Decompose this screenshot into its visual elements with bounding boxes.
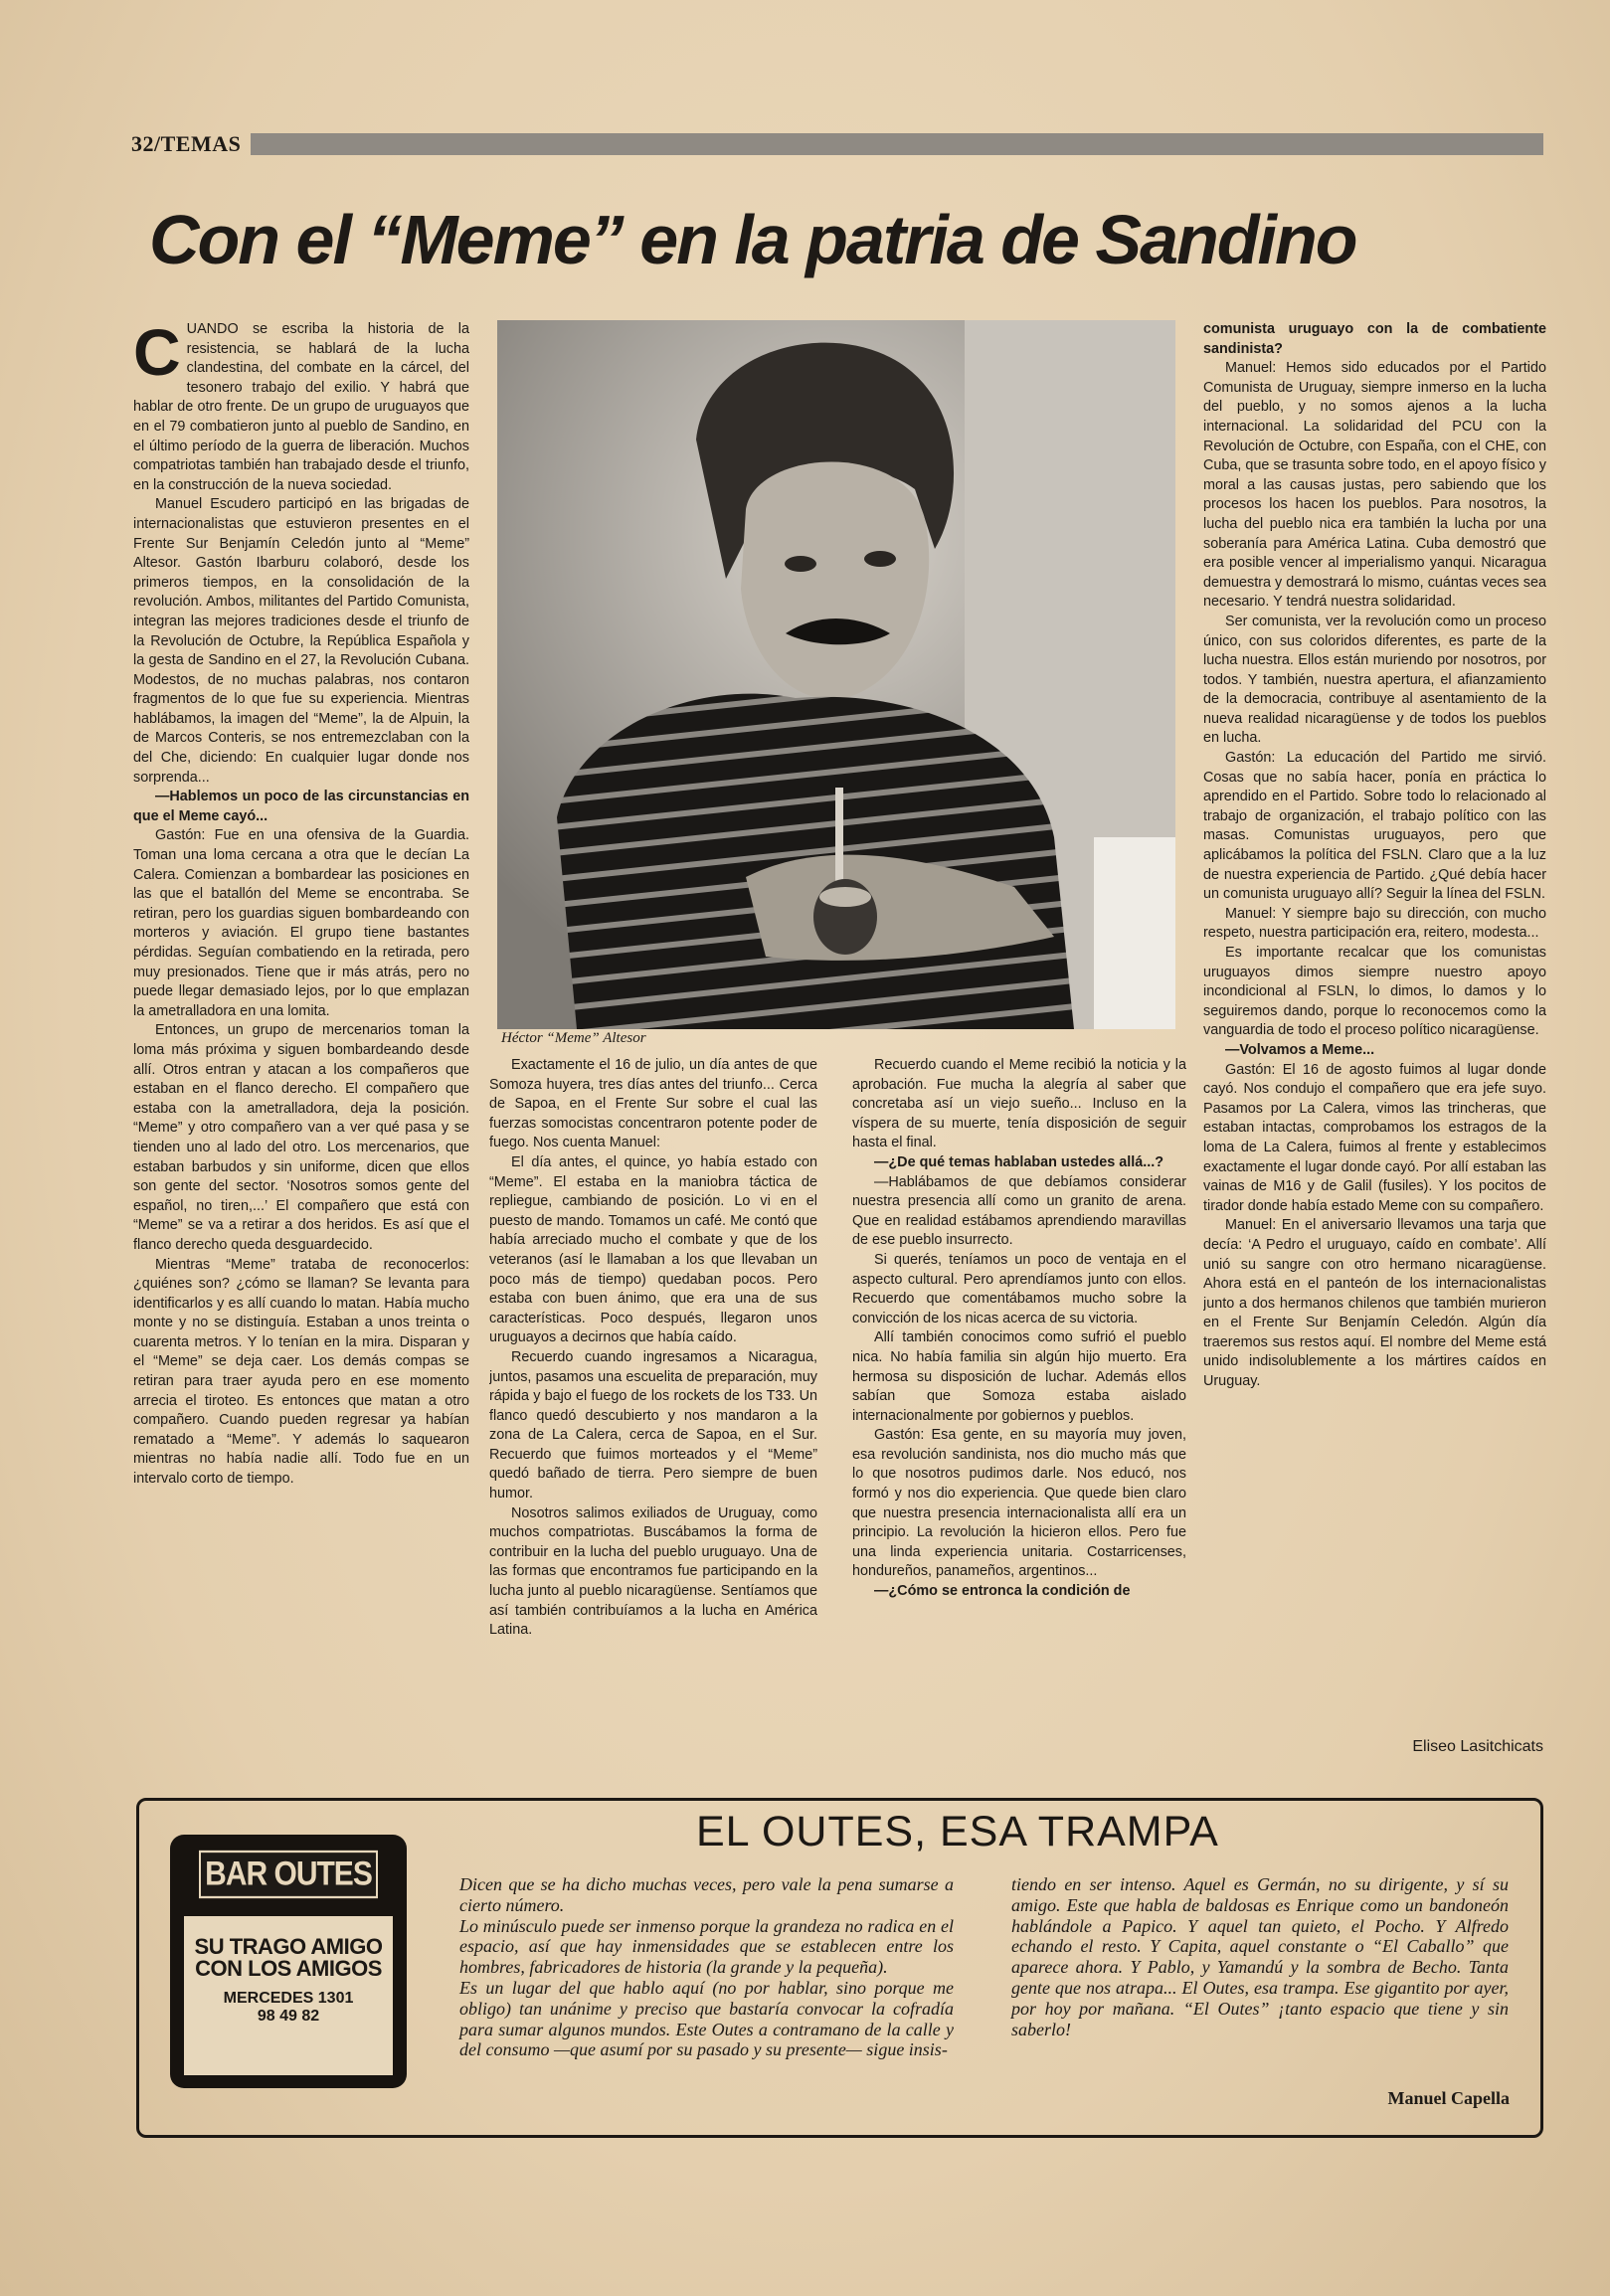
interview-question: comunista uruguayo con la de combatiente sandinista? [1203,321,1546,357]
section-rule [251,133,1543,155]
article-headline: Con el “Meme” en la patria de Sandino [149,201,1356,278]
paragraph: Mientras “Meme” trataba de reconocerlos: ¿quiénes son? ¿cómo se llaman? Se levanta para identificarlos y es allí cuando lo matan. Había mucho monte y no se distinguía. Estaban a unos treinta o cuarenta metros. Y lo tenían en la mira. Disparan y el “Meme” se deja caer. Los demás compas se retiran para traer ayuda pero en ese momento arrecia el tiroteo. Es entonces que matan a otro compañero. Cuando pueden regresar ya habían rematado a “Meme”. Y además lo saquearon mientras no había nadie allí. Todo fue en un intervalo corto de tiempo. [133,1256,469,1488]
paragraph: Si querés, teníamos un poco de ventaja en el aspecto cultural. Pero aprendíamos junto con ellos. Recuerdo que comentábamos mucho sobre la convicción de los nicas acerca de su victoria. [852,1251,1186,1326]
interview-question: —¿Cómo se entronca la condición de [874,1583,1131,1600]
bar-outes-logo [170,1835,407,2088]
ad-column-1 [459,1874,954,2060]
paragraph: Gastón: Esa gente, en su mayoría muy joven, esa revolución sandinista, nos dio mucho más que lo que nosotros pudimos darle. Nos educó, nos formó y nos dio experiencia. Que quede bien claro que nuestra presencia internacionalista allí era un principio. La revolución la hicieron ellos. Pero fue una linda experiencia unitaria. Costarricenses, hondureños, panameños, argentinos... [852,1427,1186,1580]
ad-paragraph: Dicen que se ha dicho muchas veces, pero vale la pena sumarse a cierto número. [459,1874,954,1915]
interview-question: —Volvamos a Meme... [1225,1041,1375,1058]
paragraph: Nosotros salimos exiliados de Uruguay, como muchos compatriotas. Buscábamos la forma de contribuir en la lucha del pueblo uruguayo. Una de las formas que encontramos fue participando en la lucha junto al pueblo nicaragüense. Sentíamos que así también contribuíamos a la lucha en América Latina. [489,1504,817,1639]
paragraph: Exactamente el 16 de julio, un día antes de que Somoza huyera, tres días antes del triunfo... Cerca de Sapoa, en el Frente Sur sobre el cual las fuerzas somocistas concentraron potente poder de fuego. Nos cuenta Manuel: [489,1057,817,1151]
portrait-photo [497,320,1175,1029]
interview-question: —Hablemos un poco de las circunstancias en que el Meme cayó... [133,789,469,824]
ad-byline: Manuel Capella [1387,2088,1510,2108]
article-column-1 [133,320,469,1774]
paragraph: Manuel Escudero participó en las brigadas de internacionalistas que estuvieron presentes en el Frente Sur Benjamín Celedón junto al “Meme” Altesor. Gastón Ibarburu colaboró, desde los primeros tiempos, en la consolidación de la revolución. Ambos, militantes del Partido Comunista, integran las mejores tradiciones desde el triunfo de la Revolución de Octubre, la República Española y la gesta de Sandino en el 27, la Revolución Cubana. Modestos, de no muchas palabras, nos contaron fragmentos de lo que fue su experiencia. Mientras hablábamos, la imagen del “Meme”, la de Alpuin, la de Marcos Conteris, se nos entremezclaban con la del Che, diciendo: En cualquier lugar donde nos sorprenda... [133,496,469,786]
article-byline: Eliseo Lasitchicats [1412,1738,1543,1755]
paragraph: Gastón: La educación del Partido me sirvió. Cosas que no sabía hacer, ponía en práctica lo aprendido en el Partido. Sobre todo lo relacionado al trabajo de organización, el trabajo político con las masas. Comunistas uruguayos, pero que aplicábamos la política del FSLN. Claro que a la luz de nuestra experiencia de Partido. ¿Qué debía hacer un comunista uruguayo allí? Seguir la línea del FSLN. [1203,750,1546,903]
paragraph: Entonces, un grupo de mercenarios toman la loma más próxima y siguen bombardeando desde allí. Otros entran y atacan a los compañeros que estaban en el flanco derecho. El compañero que estaba con la ametralladora, deja la posición. “Meme” y otro compañero van a ver qué pasa y se tienden uno al lado del otro. Los mercenarios, que estaban barbudos y sin uniforme, dicen que ellos son gente del sector. ‘Nosotros somos gente del español, no tiren,...’ El compañero que está con “Meme” se va a retirar a dos heridos. Es así que el flanco derecho queda desguardecido. [133,1022,469,1253]
ad-paragraph: tiendo en ser intenso. Aquel es Germán, no su dirigente, y sí su amigo. Este que habla de baldosas es Enrique como un bandoneón hablándole a Papico. Y aquel tan quieto, el Pocho. Y Alfredo echando el resto. Y Capita, aquel constante o “El Caballo” que aparece ahora. Y Pablo, y Yamandú y la sombra de Becho. Tanta gente que nos atrapa... El Outes, esa trampa. Ese gigantito por ayer, por hoy por mañana. “El Outes” ¡tanto espacio que tiene y sin saberlo! [1011,1874,1509,2039]
paragraph: Gastón: Fue en una ofensiva de la Guardia. Toman una loma cercana a otra que le decían La Calera. Comienzan a bombardear las posiciones en las que el batallón del Meme se encontraba. Se retiran, pero los guardias siguen bombardeando con morteros y aviación. El grupo tiene bastantes pérdidas. Seguían combatiendo en la retirada, pero muy presionados. Tiene que ir más atrás, pero no puede llegar demasiado lejos, por lo que emplazan la ametralladora en una lomita. [133,827,469,1019]
paragraph: Recuerdo cuando el Meme recibió la noticia y la aprobación. Fue mucha la alegría al saber que concretaba así un viejo sueño... Incluso en la víspera de su muerte, tenía disposición de seguir hasta el final. [852,1057,1186,1151]
ad-title: EL OUTES, ESA TRAMPA [696,1808,1219,1855]
logo-header [170,1835,407,1914]
portrait-illustration [497,320,1175,1029]
paragraph-text: UANDO se escriba la historia de la resistencia, se hablará de la lucha clandestina, del combate en la cárcel, del tesonero trabajo del exilio. Y habrá que hablar de otro frente. De un grupo de uruguayos que en el 79 combatieron junto al pueblo de Sandino, en el último período de la guerra de liberación. Muchos compatriotas también han trabajado desde el triunfo, en la construcción de la nueva sociedad. [133,321,469,493]
logo-address: MERCEDES 1301 [223,1990,354,2007]
logo-slogan-line1: SU TRAGO AMIGO [194,1934,383,1959]
ad-paragraph: Lo minúsculo puede ser inmenso porque la grandeza no radica en el espacio, así que hay inmensidades que se establecen entre los hombres, fabricadores de historia (la grande y la pequeña). [459,1915,954,1978]
section-label: 32/TEMAS [131,131,242,156]
paragraph: El día antes, el quince, yo había estado con “Meme”. El estaba en la maniobra táctica de repliegue, cambiando de posición. Lo vi en el puesto de mando. Tomamos un café. Me contó que había arreciado mucho el combate y que de los veteranos (así le llamaban a los que llevaban un poco más de tiempo) quedaban pocos. Pero estaba con buen ánimo, que era una de sus características. Poco después, llegaron unos uruguayos a decirnos que había caído. [489,1153,817,1346]
section-header [131,129,1543,159]
logo-name: BAR OUTES [199,1851,378,1898]
paragraph: Manuel: Y siempre bajo su dirección, con mucho respeto, nuestra participación era, reitero, modesta... [1203,905,1546,942]
article-column-4 [1203,320,1546,1772]
paragraph: Manuel: En el aniversario llevamos una tarja que decía: ‘A Pedro el uruguayo, caído en combate’. Allí unió su sangre con otro hermano nicaragüense. Ahora está en el panteón de los internacionalistas junto a dos hermanos chilenos que también murieron en el Frente Sur Benjamín Celedón. Algún día traeremos sus restos aquí. El nombre del Meme está unido indisolublemente a los mártires caídos en Uruguay. [1203,1217,1546,1390]
logo-phone: 98 49 82 [257,2008,320,2025]
ad-paragraph: Es un lugar del que hablo aquí (no por hablar, sino porque me obligo) tan unánime y preciso que bastaría convocar la cofradía para sumar algunos mundos. Este Outes a contramano de la calle y del consumo —que asumí por su pasado y su presente— sigue insis- [459,1977,954,2060]
paragraph [133,320,469,495]
ad-column-2 [1011,1874,1509,2039]
photo-caption: Héctor “Meme” Altesor [501,1030,646,1046]
paragraph: Allí también conocimos como sufrió el pueblo nica. No había familia sin algún hijo muerto. Era hermosa su disposición de luchar. Además ellos sabían que Somoza estaba aislado internacionalmente por gobiernos y pueblos. [852,1329,1186,1424]
interview-question: —¿De qué temas hablaban ustedes allá...? [874,1153,1164,1170]
paragraph: Manuel: Hemos sido educados por el Partido Comunista de Uruguay, siempre inmerso en la lucha del pueblo, y no somos ajenos a la lucha internacional. La solidaridad del PCU con la Revolución de Octubre, con España, con el CHE, con Cuba, que se trasunta sobre todo, en el apoyo físico y moral a las causas justas, pero sabiendo que los procesos los hacen los pueblos. Para nosotros, la lucha del pueblo nica era también la lucha por una soberanía para América Latina. Cuba demostró que era posible vencer al imperialismo yanqui. Nicaragua demuestra y demostrará lo mismo, cuántas veces sea necesario. Y tendrá nuestra solidaridad. [1203,360,1546,611]
logo-body [184,1916,393,2075]
paragraph: Es importante recalcar que los comunistas uruguayos dimos siempre nuestro apoyo incondicional al FSLN, lo dimos, lo damos y lo seguiremos dando, porque lo reconocemos como la vanguardia de todo el proceso político nicaragüense. [1203,945,1546,1039]
drop-cap: C [133,320,181,389]
paragraph: Gastón: El 16 de agosto fuimos al lugar donde cayó. Nos condujo el compañero que era jefe suyo. Pasamos por La Calera, vimos las trincheras, que estaban intactas, comprobamos los estragos de la loma de La Calera, fuimos al frente y establecimos exactamente el lugar donde cayó. Por allí estaban las vainas de M16 y de Galil (fusiles). Y los pocitos de tirador donde había estado Meme con su compañero. [1203,1061,1546,1214]
article-column-3 [852,1056,1186,1772]
paragraph: Recuerdo cuando ingresamos a Nicaragua, juntos, pasamos una escuelita de preparación, muy rápida y bajo el fuego de los rockets de los T33. Un flanco quedó descubierto y nos mandaron a la zona de La Calera, cerca de Sapoa, en el Sur. Recuerdo que fuimos morteados y el “Meme” quedó bañado de tierra. Pero siempre de buen humor. [489,1348,817,1502]
paragraph: —Hablábamos de que debíamos considerar nuestra presencia allí como un granito de arena. Que en realidad estábamos aprendiendo maravillas de ese pueblo insurrecto. [852,1173,1186,1249]
article-column-2 [489,1056,817,1772]
paragraph: Ser comunista, ver la revolución como un proceso único, con sus coloridos diferentes, es parte de la lucha nuestra. Ellos están muriendo por nosotros, por todos. Y también, nuestra apertura, el afianzamiento de la democracia, contribuye al asentamiento de la nueva realidad nicaragüense y de todos los pueblos en lucha. [1203,613,1546,747]
logo-slogan-line2: CON LOS AMIGOS [195,1956,382,1981]
